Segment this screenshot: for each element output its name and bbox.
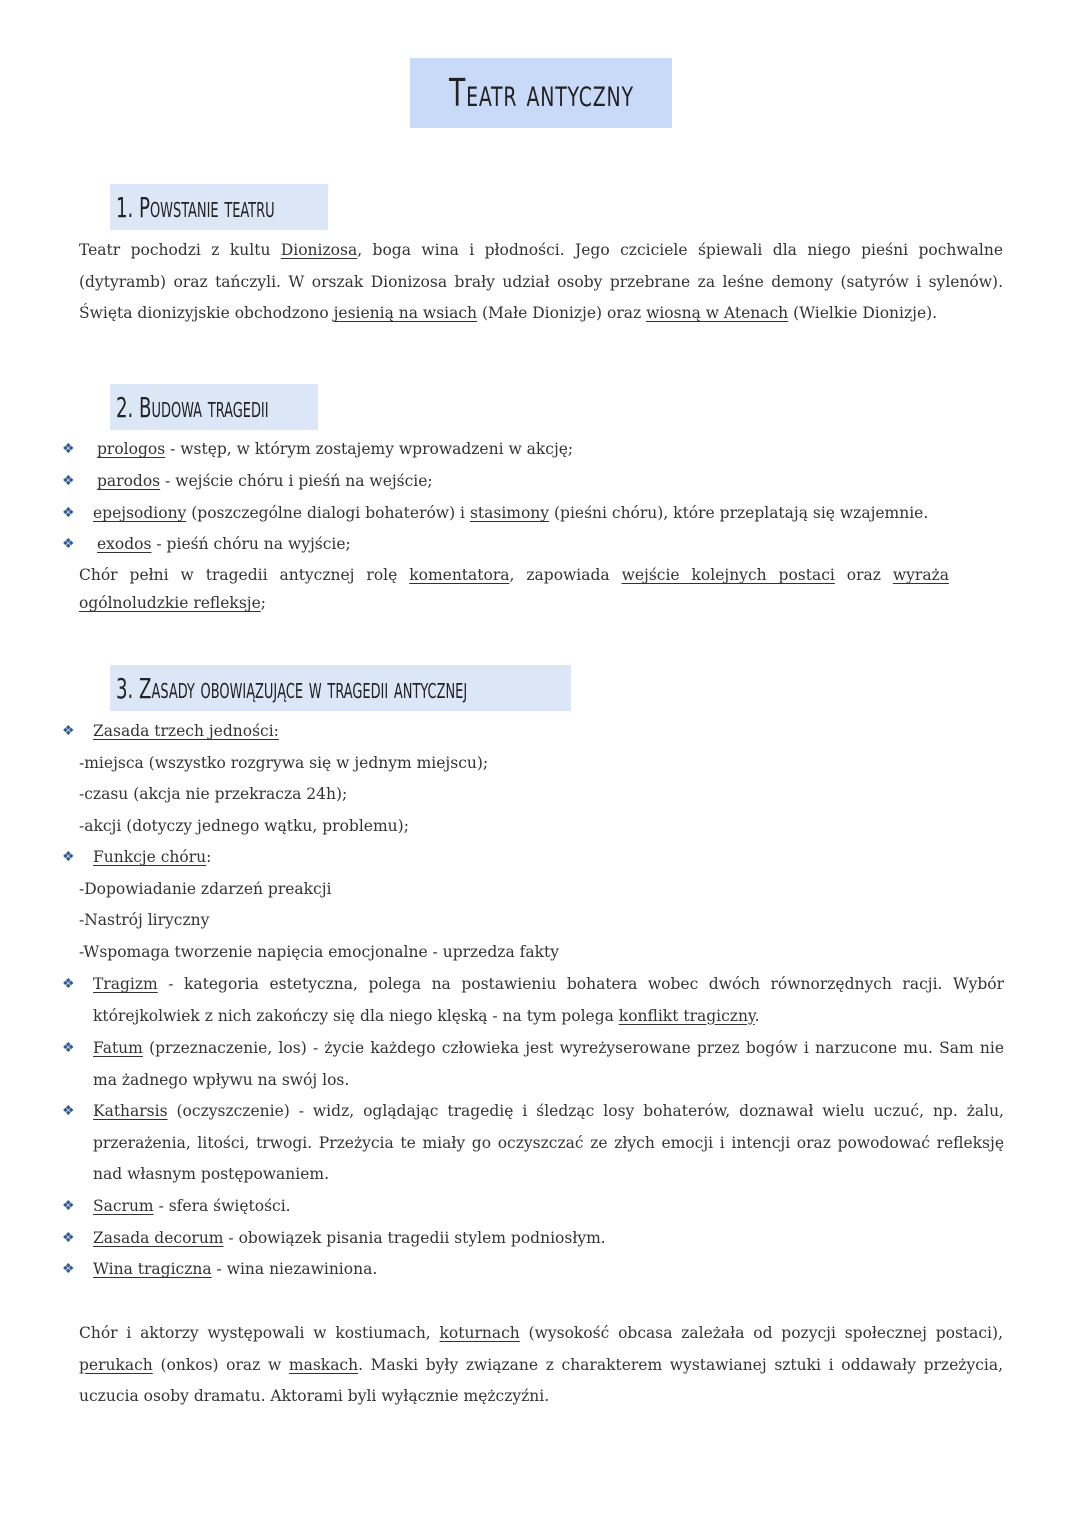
underlined-term: Wina tragiczna	[93, 1260, 212, 1278]
section-2-heading: 2. Budowa tragedii	[116, 390, 269, 424]
list-item	[62, 1096, 1004, 1191]
text: Chór pełni w tragedii antycznej rolę	[79, 566, 410, 584]
page-title: Teatr antyczny	[448, 71, 634, 115]
closing-paragraph	[79, 1318, 1003, 1413]
underlined-term: Dionizosa	[280, 241, 358, 259]
list-item	[62, 842, 1004, 874]
text: (wysokość obcasa zależała od pozycji społecznej postaci),	[519, 1324, 1003, 1342]
underlined-term: parodos	[97, 472, 161, 490]
list-item	[62, 434, 1004, 466]
bullet-icon: ❖	[62, 1230, 75, 1246]
underlined-term: maskach	[288, 1355, 359, 1374]
title-highlight	[410, 58, 672, 128]
bullet-icon: ❖	[62, 849, 75, 865]
underlined-term: perukach	[79, 1355, 153, 1374]
underlined-term: Funkcje chóru	[93, 848, 207, 866]
list-item	[62, 1223, 1004, 1255]
sub-line: -czasu (akcja nie przekracza 24h);	[79, 785, 348, 803]
underlined-term: komentatora	[409, 566, 510, 584]
bullet-icon: ❖	[62, 1261, 75, 1277]
text: , boga wina i płodności. Jego czciciele śpiewali dla niego pieśni pochwalne (dytyramb) oraz tańczyli. W orszak Dionizosa brały udział osoby przebrane za leśne demony (satyrów i sylenów). Święta dionizyjskie obchodzono	[79, 241, 1003, 322]
underlined-term: Katharsis	[93, 1102, 168, 1120]
section-2-paragraph	[79, 561, 949, 617]
list-item	[62, 1033, 1004, 1096]
underlined-term: exodos	[97, 535, 152, 553]
sub-line: -Wspomaga tworzenie napięcia emocjonalne - uprzedza fakty	[79, 943, 559, 961]
bullet-icon: ❖	[62, 723, 75, 739]
text: ;	[260, 594, 266, 612]
text: - kategoria estetyczna, polega na postawieniu bohatera wobec dwóch równorzędnych racji. Wybór którejkolwiek z nich zakończy się dla niego klęską - na tym polega	[93, 975, 1004, 1025]
underlined-term: stasimony	[469, 504, 550, 522]
text: (przeznaczenie, los) - życie każdego człowieka jest wyreżyserowane przez bogów i narzucone mu. Sam nie ma żadnego wpływu na swój los.	[93, 1039, 1004, 1089]
section-1-heading-box	[110, 184, 328, 230]
sub-line: -miejsca (wszystko rozgrywa się w jednym miejscu);	[79, 754, 489, 772]
section-1-paragraph	[79, 235, 1003, 330]
underlined-term: wyraża ogólnoludzkie refleksje	[79, 566, 949, 612]
underlined-term: konflikt tragiczny	[618, 1006, 755, 1025]
sub-line: -Nastrój liryczny	[79, 911, 210, 929]
text: - wejście chóru i pieśń na wejście;	[160, 472, 433, 490]
section-2-heading-box	[110, 384, 318, 430]
bullet-icon: ❖	[62, 536, 75, 552]
underlined-term: Fatum	[93, 1039, 143, 1057]
text: (pieśni chóru), które przeplatają się wzajemnie.	[549, 504, 929, 522]
bullet-icon: ❖	[62, 1103, 75, 1119]
text: Chór i aktorzy występowali w kostiumach,	[79, 1324, 440, 1342]
underlined-term: wiosną w Atenach	[646, 304, 789, 322]
list-item	[62, 716, 1004, 748]
underlined-term: Tragizm	[93, 975, 158, 993]
text: - wina niezawiniona.	[211, 1260, 378, 1278]
underlined-term: Sacrum	[93, 1197, 154, 1215]
text: , zapowiada	[509, 566, 622, 584]
underlined-term: wejście kolejnych postaci	[621, 566, 835, 584]
section-3-heading: 3. Zasady obowiązujące w tragedii antycznej	[116, 671, 468, 705]
underlined-term: Zasada decorum	[93, 1229, 224, 1247]
sub-line: -Dopowiadanie zdarzeń preakcji	[79, 880, 332, 898]
list-item	[62, 1191, 1004, 1223]
bullet-icon: ❖	[62, 505, 75, 521]
underlined-term: koturnach	[439, 1324, 520, 1342]
list-item	[62, 969, 1004, 1032]
list-item	[62, 1254, 1004, 1286]
list-item	[62, 498, 1004, 530]
text: - sfera świętości.	[153, 1197, 291, 1215]
bullet-icon: ❖	[62, 1198, 75, 1214]
text: oraz	[834, 566, 893, 584]
text: (Małe Dionizje) oraz	[477, 304, 647, 322]
bullet-icon: ❖	[62, 441, 75, 457]
text: (onkos) oraz w	[152, 1355, 289, 1374]
bullet-icon: ❖	[62, 1040, 75, 1056]
text: - wstęp, w którym zostajemy wprowadzeni w akcję;	[165, 440, 574, 458]
text: (Wielkie Dionizje).	[788, 304, 938, 322]
text: - pieśń chóru na wyjście;	[151, 535, 351, 553]
text: (poszczególne dialogi bohaterów) i	[186, 504, 470, 522]
list-item	[62, 529, 1004, 561]
section-1-heading: 1. Powstanie teatru	[116, 190, 275, 224]
underlined-term: epejsodiony	[93, 504, 187, 522]
section-3-heading-box	[110, 665, 571, 711]
text: :	[206, 848, 212, 866]
text: . Maski były związane z charakterem wystawianej sztuki i oddawały przeżycia, uczucia osoby dramatu. Aktorami byli wyłącznie mężczyźni.	[79, 1355, 1004, 1405]
text: .	[754, 1006, 760, 1025]
bullet-icon: ❖	[62, 473, 75, 489]
text: - obowiązek pisania tragedii stylem podniosłym.	[223, 1229, 606, 1247]
text: Teatr pochodzi z kultu	[79, 241, 281, 259]
bullet-icon: ❖	[62, 976, 75, 992]
underlined-term: jesienią na wsiach	[333, 304, 478, 322]
list-item	[62, 466, 1004, 498]
text: (oczyszczenie) - widz, oglądając tragedię i śledząc losy bohaterów, doznawał wielu uczuć, np. żalu, przerażenia, litości, trwogi. Przeżycia te miały go oczyszczać ze złych emocji i intencji oraz powodować refleksję nad własnym postępowaniem.	[93, 1102, 1004, 1183]
sub-line: -akcji (dotyczy jednego wątku, problemu);	[79, 817, 409, 835]
underlined-term: Zasada trzech jedności:	[93, 722, 279, 740]
underlined-term: prologos	[97, 440, 166, 458]
